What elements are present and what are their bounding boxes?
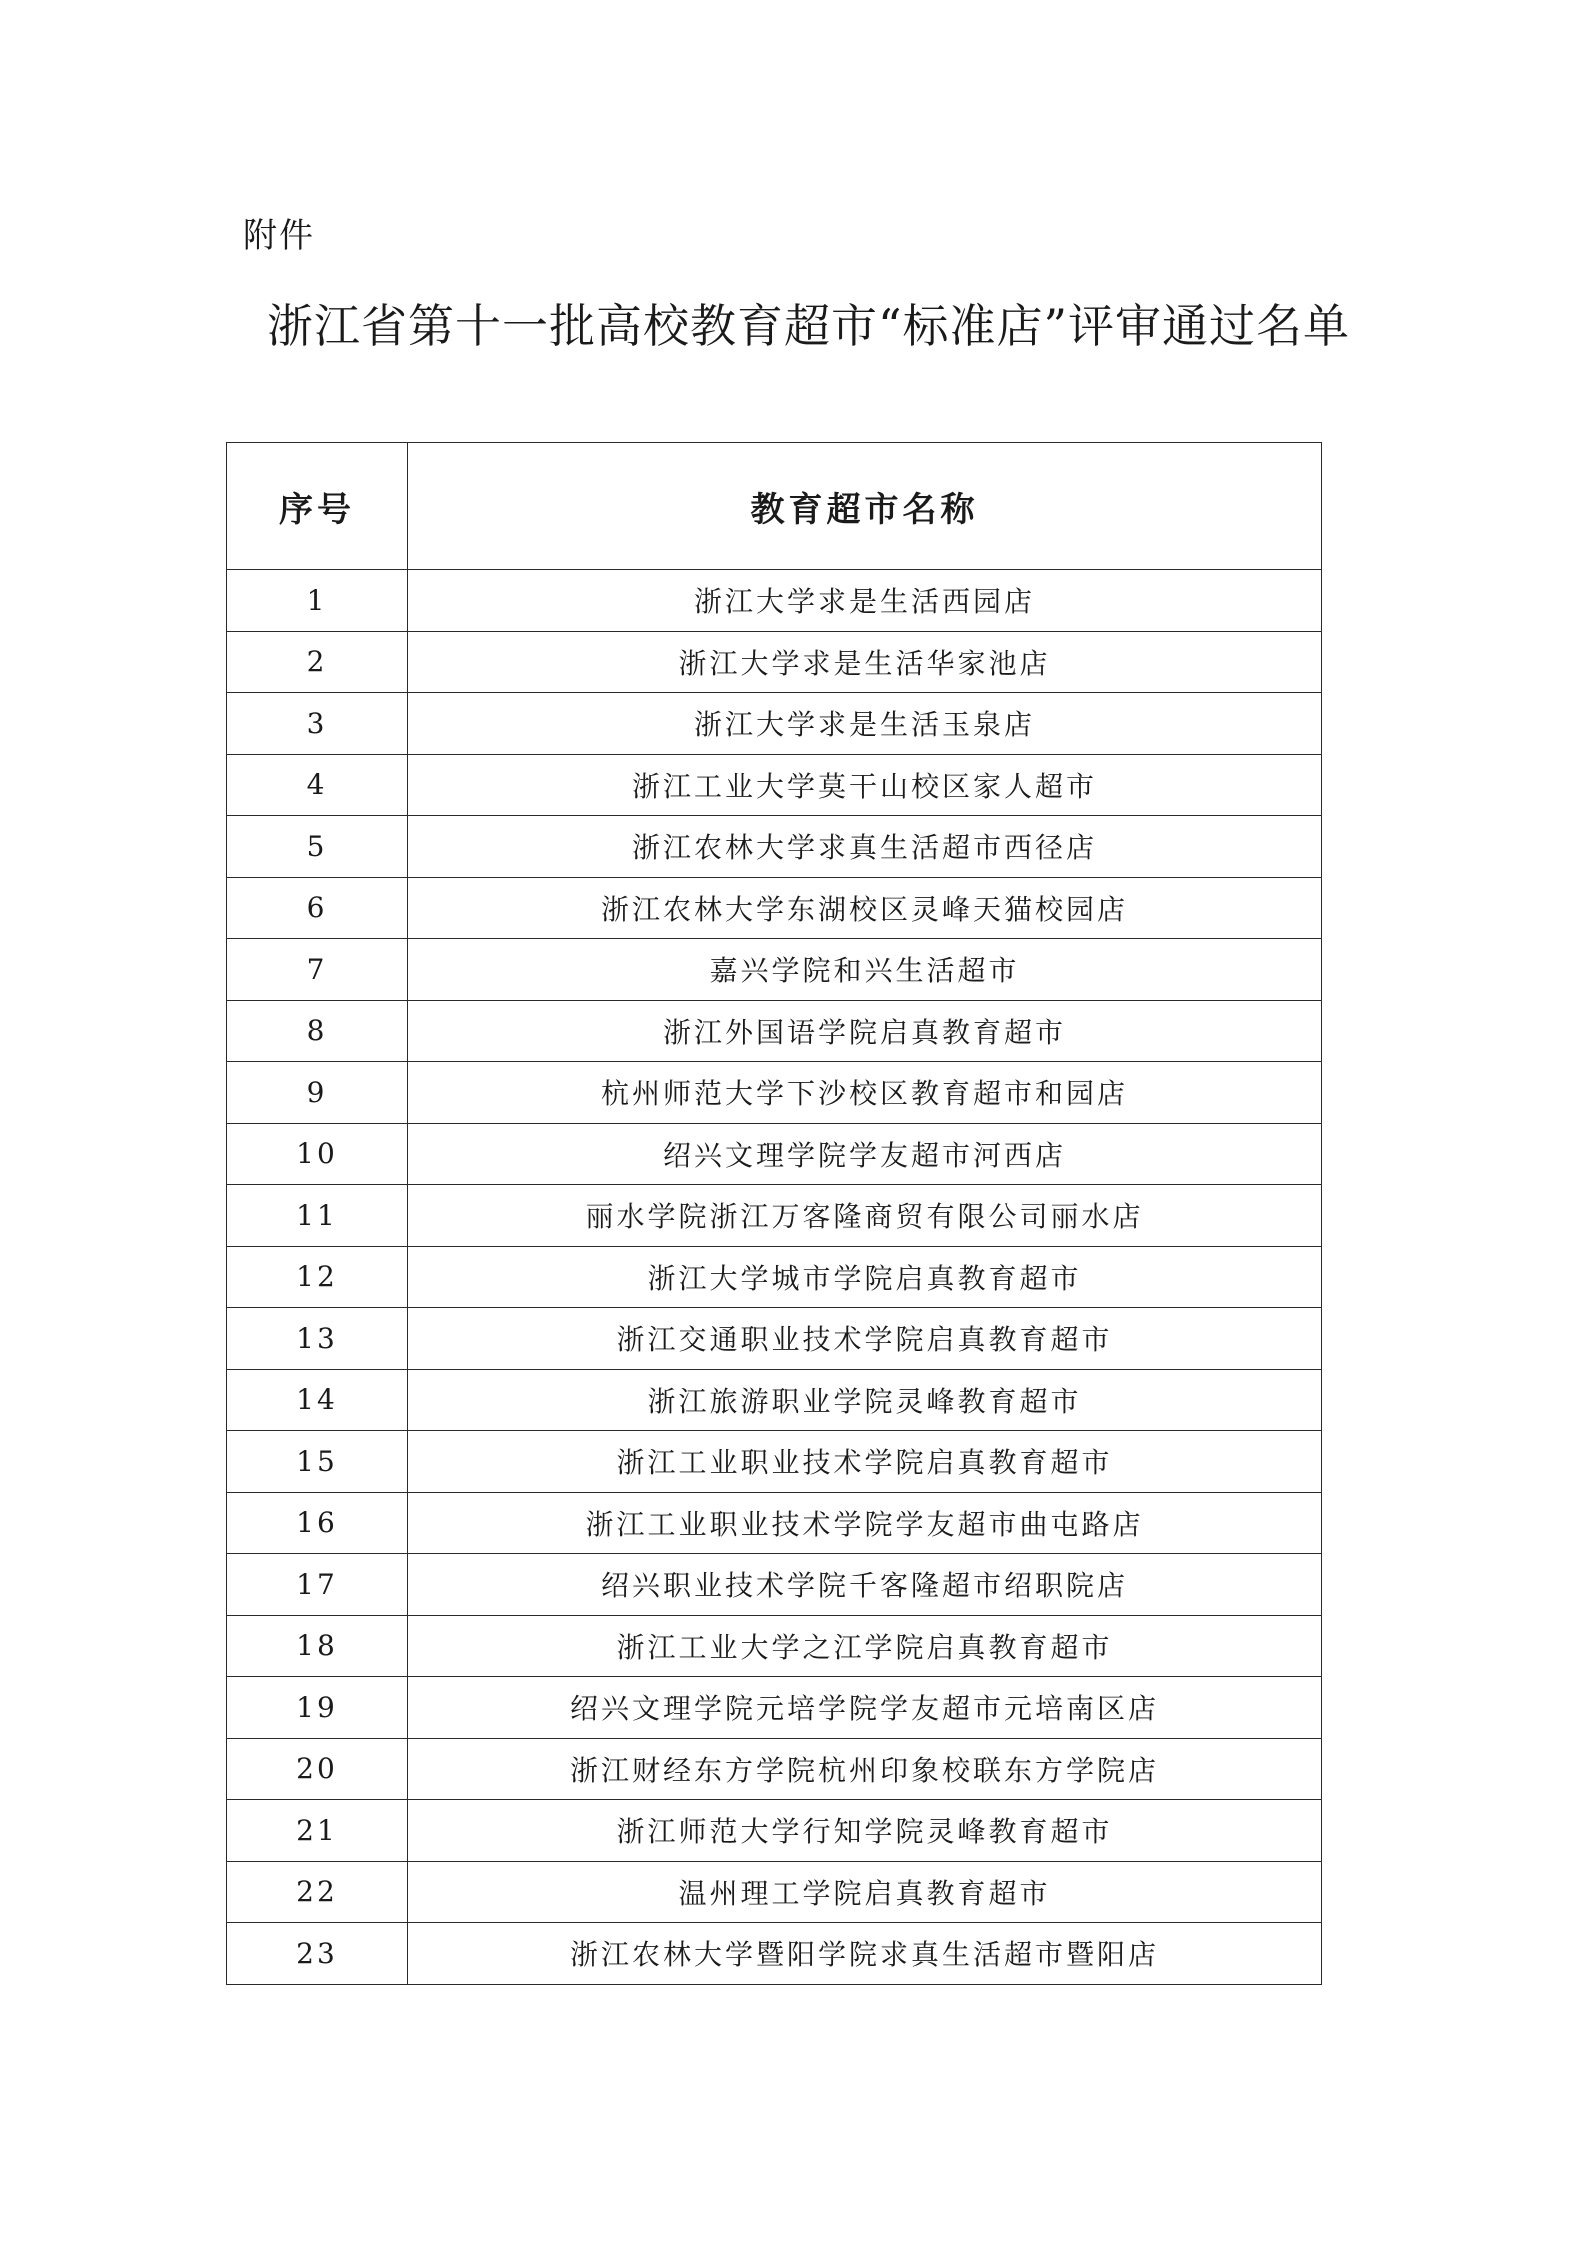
- row-store-name: 浙江旅游职业学院灵峰教育超市: [408, 1369, 1322, 1431]
- row-index: 16: [227, 1492, 408, 1554]
- table-row: [227, 1861, 1322, 1923]
- row-store-name: 浙江农林大学求真生活超市西径店: [408, 816, 1322, 878]
- row-store-name: 绍兴职业技术学院千客隆超市绍职院店: [408, 1554, 1322, 1616]
- row-store-name: 浙江大学城市学院启真教育超市: [408, 1246, 1322, 1308]
- row-index: 20: [227, 1738, 408, 1800]
- table-row: [227, 877, 1322, 939]
- table-header-row: [227, 443, 1322, 570]
- table-row: [227, 1677, 1322, 1739]
- row-store-name: 杭州师范大学下沙校区教育超市和园店: [408, 1062, 1322, 1124]
- table-row: [227, 1246, 1322, 1308]
- table-row: [227, 939, 1322, 1001]
- row-index: 18: [227, 1615, 408, 1677]
- row-index: 21: [227, 1800, 408, 1862]
- table-row: [227, 1800, 1322, 1862]
- table-row: [227, 1923, 1322, 1985]
- row-store-name: 浙江农林大学东湖校区灵峰天猫校园店: [408, 877, 1322, 939]
- header-index: 序号: [227, 443, 408, 570]
- table-row: [227, 1308, 1322, 1370]
- table-row: [227, 1431, 1322, 1493]
- row-index: 23: [227, 1923, 408, 1985]
- row-store-name: 浙江大学求是生活华家池店: [408, 631, 1322, 693]
- table-row: [227, 1492, 1322, 1554]
- table-row: [227, 1000, 1322, 1062]
- row-index: 17: [227, 1554, 408, 1616]
- document-title: 浙江省第十一批高校教育超市“标准店”评审通过名单: [266, 299, 1351, 353]
- row-index: 2: [227, 631, 408, 693]
- row-index: 3: [227, 693, 408, 755]
- row-index: 13: [227, 1308, 408, 1370]
- table-row: [227, 1738, 1322, 1800]
- row-index: 22: [227, 1861, 408, 1923]
- row-index: 9: [227, 1062, 408, 1124]
- row-store-name: 浙江大学求是生活西园店: [408, 570, 1322, 632]
- header-store-name: 教育超市名称: [408, 443, 1322, 570]
- row-store-name: 浙江交通职业技术学院启真教育超市: [408, 1308, 1322, 1370]
- table-row: [227, 816, 1322, 878]
- row-index: 4: [227, 754, 408, 816]
- row-store-name: 浙江工业大学之江学院启真教育超市: [408, 1615, 1322, 1677]
- row-store-name: 嘉兴学院和兴生活超市: [408, 939, 1322, 1001]
- row-index: 6: [227, 877, 408, 939]
- row-index: 12: [227, 1246, 408, 1308]
- row-store-name: 浙江师范大学行知学院灵峰教育超市: [408, 1800, 1322, 1862]
- row-store-name: 浙江外国语学院启真教育超市: [408, 1000, 1322, 1062]
- table-row: [227, 1369, 1322, 1431]
- row-store-name: 温州理工学院启真教育超市: [408, 1861, 1322, 1923]
- table-row: [227, 1123, 1322, 1185]
- attachment-label: 附件: [243, 216, 315, 256]
- row-index: 5: [227, 816, 408, 878]
- table-row: [227, 1615, 1322, 1677]
- row-index: 10: [227, 1123, 408, 1185]
- row-index: 15: [227, 1431, 408, 1493]
- row-index: 11: [227, 1185, 408, 1247]
- row-store-name: 浙江农林大学暨阳学院求真生活超市暨阳店: [408, 1923, 1322, 1985]
- row-store-name: 绍兴文理学院元培学院学友超市元培南区店: [408, 1677, 1322, 1739]
- table-row: [227, 1062, 1322, 1124]
- row-index: 19: [227, 1677, 408, 1739]
- table-row: [227, 693, 1322, 755]
- table-row: [227, 631, 1322, 693]
- row-index: 1: [227, 570, 408, 632]
- table-row: [227, 1185, 1322, 1247]
- approved-stores-table: [226, 442, 1322, 1985]
- row-index: 8: [227, 1000, 408, 1062]
- row-store-name: 绍兴文理学院学友超市河西店: [408, 1123, 1322, 1185]
- row-store-name: 丽水学院浙江万客隆商贸有限公司丽水店: [408, 1185, 1322, 1247]
- row-store-name: 浙江工业大学莫干山校区家人超市: [408, 754, 1322, 816]
- row-store-name: 浙江工业职业技术学院学友超市曲屯路店: [408, 1492, 1322, 1554]
- table-row: [227, 1554, 1322, 1616]
- table-row: [227, 754, 1322, 816]
- row-store-name: 浙江工业职业技术学院启真教育超市: [408, 1431, 1322, 1493]
- row-index: 7: [227, 939, 408, 1001]
- row-index: 14: [227, 1369, 408, 1431]
- row-store-name: 浙江大学求是生活玉泉店: [408, 693, 1322, 755]
- row-store-name: 浙江财经东方学院杭州印象校联东方学院店: [408, 1738, 1322, 1800]
- table-row: [227, 570, 1322, 632]
